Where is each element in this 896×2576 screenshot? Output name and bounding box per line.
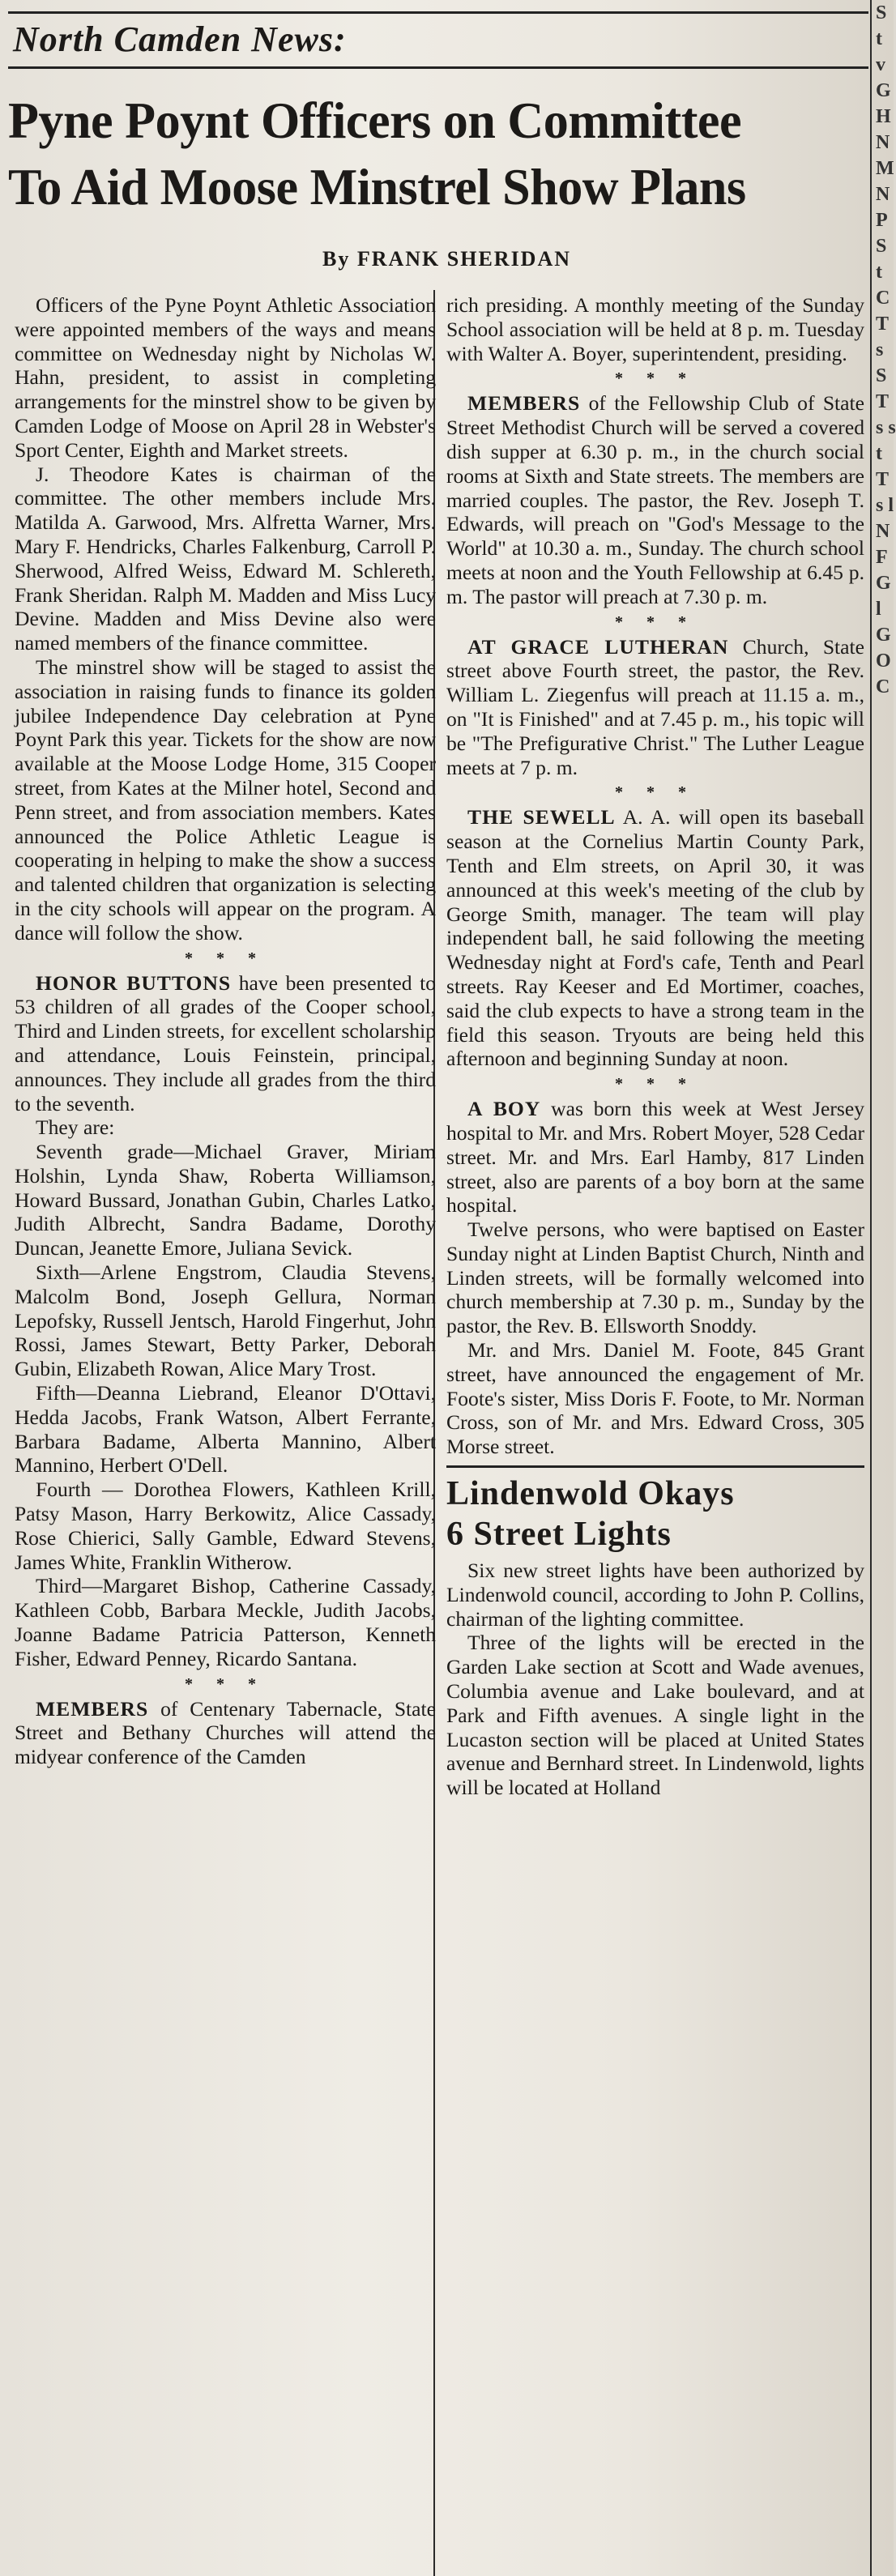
paragraph-lead: MEMBERS <box>467 391 581 416</box>
paragraph: Six new street lights have been authorized by Lindenwold council, according to John P. Collins, chairman of the lighting committee. <box>446 1559 864 1631</box>
paragraph: Fifth—Deanna Liebrand, Eleanor D'Ottavi, Hedda Jacobs, Frank Watson, Albert Ferrante, Barbara Badame, Alberta Mannino, Albert Mannino, Herbert O'Dell. <box>15 1381 436 1478</box>
paragraph: Officers of the Pyne Poynt Athletic Association were appointed members of the ways and means committee on Wednesday night by Nicholas W. Hahn, president, to assist in completing arrangements for the minstrel show to be given by Camden Lodge of Moose on April 28 in Webster's Sport Center, Eighth and Market streets. <box>15 293 436 462</box>
paragraph: The minstrel show will be staged to assist the association in raising funds to finance its golden jubilee Independence Day celebration at Pyne Poynt Park this year. Tickets for the show are now available at the Moose Lodge Home, 315 Cooper street, from Kates at the Milner hotel, Second and Penn street, and from association members. Kates announced the Police Athletic League is cooperating in helping to make the show a success and talented children that organization is selecting in the city schools will appear on the program. A dance will follow the show. <box>15 655 436 945</box>
section-separator: * * * <box>615 1075 696 1094</box>
section-separator: * * * <box>185 949 266 967</box>
paragraph-text: A. A. will open its baseball season at the Cornelius Martin County Park, Tenth and Elm streets, on April 30, it was announced at this week's meeting of the club by George Smith, manager. The team will play independent ball, he said following the meeting Wednesday night at Ford's cafe, Tenth and Pearl streets. Ray Keeser and Ed Mortimer, coaches, said the club expects to have a strong team in the field this season. Tryouts are being held this afternoon and beginning Sunday at noon. <box>446 805 864 1071</box>
paragraph <box>446 635 864 780</box>
edge-rule <box>870 0 872 2576</box>
paragraph <box>446 805 864 1071</box>
paragraph <box>15 971 436 1116</box>
subheadline <box>446 1465 864 1554</box>
paragraph-lead: MEMBERS <box>36 1696 149 1721</box>
headline-line-2: To Aid Moose Minstrel Show Plans <box>8 158 746 215</box>
dateline: North Camden News: <box>8 11 868 69</box>
paragraph-lead: AT GRACE LUTHERAN <box>467 634 729 659</box>
section-separator: * * * <box>615 612 696 631</box>
headline-line-1: Pyne Poynt Officers on Committee <box>8 92 742 149</box>
paragraph: Sixth—Arlene Engstrom, Claudia Stevens, Malcolm Bond, Joseph Gellura, Norman Lepofsky, Russell Jentsch, Harold Fingerhut, John Rossi, James Stewart, Betty Parker, Deborah Gubin, Elizabeth Rowan, Alice Mary Trost. <box>15 1260 436 1381</box>
paragraph-lead: HONOR BUTTONS <box>36 970 232 995</box>
paragraph-text: was born this week at West Jersey hospital to Mr. and Mrs. Robert Moyer, 528 Cedar street. Mr. and Mrs. Earl Hamby, 817 Linden street, also are parents of a boy born at the same hospital. <box>446 1097 864 1218</box>
paragraph-text: have been presented to 53 children of all grades of the Cooper school, Third and Linden streets, for excellent scholarship and attendance, Louis Feinstein, principal, announces. They include all grades from the third to the seventh. <box>15 970 436 1115</box>
subheadline-line-1: Lindenwold Okays <box>446 1475 735 1513</box>
byline: By FRANK SHERIDAN <box>322 247 572 271</box>
paragraph: Third—Margaret Bishop, Catherine Cassady, Kathleen Cobb, Barbara Meckle, Judith Jacobs, Joanne Badame Patricia Patterson, Kenneth Fisher, Edward Penney, Ricardo Santana. <box>15 1574 436 1670</box>
adjacent-column-fragment: S t v G H N M N P S t C T s S T s s t T s l N F G l G O C <box>876 2 896 697</box>
paragraph: rich presiding. A monthly meeting of the Sunday School association will be held at 8 p. m. Tuesday with Walter A. Boyer, superintendent, presiding. <box>446 293 864 365</box>
paragraph <box>446 1097 864 1218</box>
subheadline-line-2: 6 Street Lights <box>446 1516 672 1554</box>
paragraph: Twelve persons, who were baptised on Easter Sunday night at Linden Baptist Church, Ninth and Linden streets, will be formally welcomed into church membership at 7.30 p. m., Sunday by the pastor, the Rev. B. Ellsworth Snoddy. <box>446 1218 864 1338</box>
paragraph: Fourth — Dorothea Flowers, Kathleen Krill, Patsy Mason, Harry Berkowitz, Alice Cassady, Rose Chierici, Sally Gamble, Edward Stevens, James White, Franklin Witherow. <box>15 1478 436 1574</box>
article-column-left <box>15 293 436 1769</box>
paragraph-lead: A BOY <box>467 1097 541 1121</box>
section-separator: * * * <box>615 783 696 802</box>
paragraph-text: of Centenary Tabernacle, State Street and Bethany Churches will attend the midyear conference of the Camden <box>15 1696 436 1769</box>
paragraph: J. Theodore Kates is chairman of the committee. The other members include Mrs. Matilda A. Garwood, Mrs. Alfretta Warner, Mrs. Mary F. Hendricks, Charles Falkenburg, Carroll P. Sherwood, Alfred Weiss, Edward M. Schlereth, Frank Sheridan. Ralph M. Madden and Miss Lucy Devine. Madden and Miss Devine also were named members of the finance committee. <box>15 462 436 655</box>
paragraph: They are: <box>36 1115 115 1140</box>
section-separator: * * * <box>615 369 696 388</box>
paragraph-text: of the Fellowship Club of State Street Methodist Church will be served a covered dish supper at 6.30 p. m., in the church social rooms at Sixth and State streets. The members are married couples. The pastor, the Rev. Joseph T. Edwards, will preach on "God's Message to the World" at 10.30 a. m., Sunday. The church school meets at noon and the Youth Fellowship at 6.45 p. m. The pastor will preach at 7.30 p. m. <box>446 391 864 608</box>
section-separator: * * * <box>185 1674 266 1693</box>
headline <box>8 87 834 220</box>
paragraph: Mr. and Mrs. Daniel M. Foote, 845 Grant street, have announced the engagement of Mr. Foote's sister, Miss Doris F. Foote, to Mr. Norman Cross, son of Mr. and Mrs. Edward Cross, 305 Morse street. <box>446 1338 864 1459</box>
paragraph <box>446 391 864 608</box>
paragraph <box>15 1697 436 1769</box>
article-column-right <box>446 293 864 1800</box>
paragraph-lead: THE SEWELL <box>467 805 616 830</box>
paragraph: Three of the lights will be erected in the Garden Lake section at Scott and Wade avenues, Columbia avenue and Lake boulevard, and at Park and Fifth avenues. A single light in the Lucaston section will be placed at United States avenue and Bernhard street. In Lindenwold, lights will be located at Holland <box>446 1631 864 1800</box>
paragraph: Seventh grade—Michael Graver, Miriam Holshin, Lynda Shaw, Roberta Williamson, Howard Bussard, Jonathan Gubin, Charles Latko, Judith Albrecht, Sandra Badame, Dorothy Duncan, Jeanette Emore, Juliana Sevick. <box>15 1140 436 1260</box>
paragraph-text: Church, State street above Fourth street, the pastor, the Rev. William L. Ziegenfus will preach at 11.15 a. m., on "It is Finished" and at 7.45 p. m., his topic will be "The Prefigurative Christ." The Luther League meets at 7 p. m. <box>446 634 864 779</box>
